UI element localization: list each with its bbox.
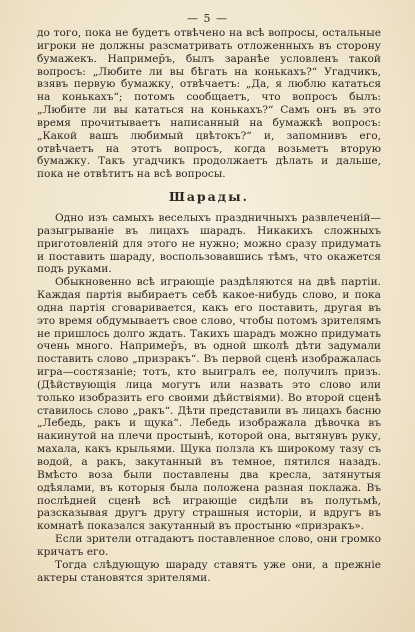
paragraph-rules: Обыкновенно всѣ играющіе раздѣляются на двѣ партіи. Каждая партія выбираетъ себѣ какое-нибудь слово, и пока одна партія сговаривается, какъ его поставить, другая въ это время обдумываетъ свое слово, чтобы потомъ зрителямъ не пришлось долго ждать. Такихъ шарадъ можно придумать очень много. Например̆ъ, въ одной школѣ дѣти задумали поставить слово „призракъ“. Въ первой сценѣ изображалась игра—состязаніе; тотъ, кто выигралъ ее, получилъ призъ. (Дѣйствующія лица могутъ или назвать это слово или только изобразить его своими дѣйствіями). Во второй сценѣ ставилось слово „ракъ“. Дѣти представили въ лицахъ басню „Лебедь, ракъ и щука“. Лебедь изображала дѣвочка въ накинутой на плечи простынѣ, которой она, вытянувъ руку, махала, какъ крыльями. Щука ползла къ широкому тазу съ водой, а ракъ, закутанный въ темное, пятился назадъ. Вмѣсто воза были поставлены два кресла, затянутыя одѣялами, въ которыя была положена разная поклажа. Въ послѣдней сценѣ всѣ играющіе сидѣли въ полутьмѣ, разсказывая другъ другу страшныя исторіи, и вдругъ въ комнатѣ показался закутанный въ простыню «призракъ». [37,276,381,533]
paragraph-guess: Если зрители отгадаютъ поставленное слово, они громко кричатъ его. [37,533,381,558]
paragraph-next: Тогда слѣдующую шараду ставятъ уже они, а прежніе актеры становятся зрителями. [37,558,381,584]
section-title: Шарады. [168,189,249,205]
paragraph-intro: Одно изъ самыхъ веселыхъ праздничныхъ развлеченій—разыгрываніе въ лицахъ шарадъ. Никакихъ сложныхъ приготовленій для этого не нужно; можно сразу придумать и поставить шараду, воспользовавшись тѣмъ, что окажется подъ руками. [37,211,381,276]
page-number: — 5 — [187,12,228,25]
paragraph-continuation: до того, пока не будетъ отвѣчено на всѣ вопросы, остальные игроки не должны разсматривать отложенныхъ въ сторону бумажекъ. Например̆ъ, былъ заранѣе условленъ такой вопросъ: „Любите ли вы бѣгать на конькахъ?“ Угадчикъ, взявъ первую бумажку, отвѣчаетъ: „Да, я люблю кататься на конькахъ“; потомъ сообщаетъ, что вопросъ былъ: „Любите ли вы кататься на конькахъ?“ Самъ онъ въ это время прочитываетъ написанный на бумажкѣ вопросъ: „Какой вашъ любимый цвѣтокъ?“ и, запомнивъ его, отвѣчаетъ на этотъ вопросъ, когда возьметъ вторую бумажку. Такъ угадчикъ продолжаетъ дѣлать и дальше, пока не отвѣтитъ на всѣ вопросы. [37,27,381,181]
page-text [37,27,381,584]
